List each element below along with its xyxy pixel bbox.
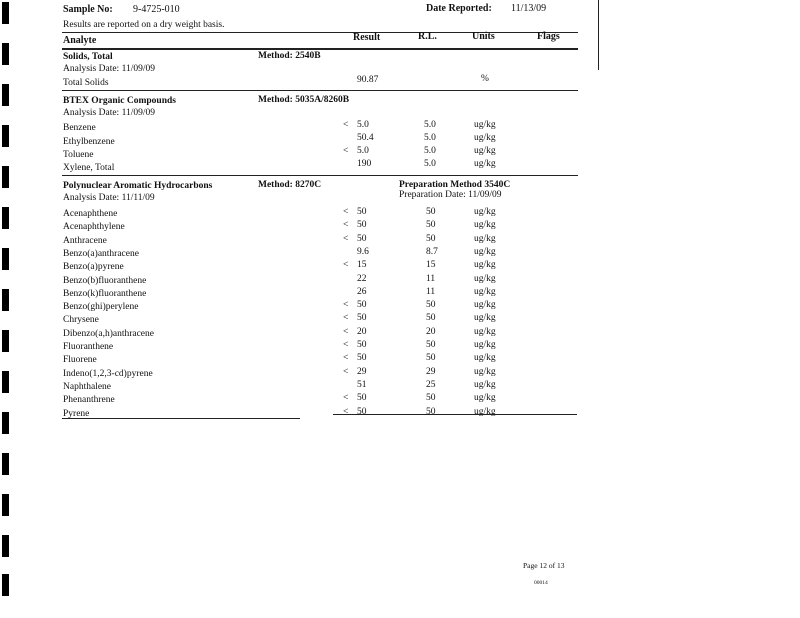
prep-method: Preparation Method 3540C xyxy=(399,180,511,190)
binder-mark xyxy=(2,207,9,229)
section-title: Polynuclear Aromatic Hydrocarbons xyxy=(63,181,213,191)
binder-mark xyxy=(2,2,9,24)
rl-value: 50 xyxy=(426,340,436,350)
qualifier: < xyxy=(343,393,349,403)
result-value: 15 xyxy=(357,260,367,270)
result-value: 22 xyxy=(357,274,367,284)
binder-mark xyxy=(2,84,9,106)
analyte-name: Acenaphthylene xyxy=(63,222,125,232)
units-value: ug/kg xyxy=(474,159,496,169)
analyte-name: Fluoranthene xyxy=(63,342,114,352)
result-value: 29 xyxy=(357,367,367,377)
page-number: Page 12 of 13 xyxy=(523,561,565,570)
analyte-name: Benzo(b)fluoranthene xyxy=(63,276,147,286)
binder-mark xyxy=(2,330,9,352)
analyte-name: Benzo(k)fluoranthene xyxy=(63,289,147,299)
sample-no-value: 9-4725-010 xyxy=(133,4,180,15)
units-value: % xyxy=(481,74,489,84)
result-value: 190 xyxy=(357,159,372,169)
section-title: Solids, Total xyxy=(63,52,113,62)
analyte-name: Ethylbenzene xyxy=(63,137,115,147)
result-value: 50 xyxy=(357,220,367,230)
result-value: 5.0 xyxy=(357,120,369,130)
units-value: ug/kg xyxy=(474,207,496,217)
col-analyte: Analyte xyxy=(63,35,97,46)
rl-value: 50 xyxy=(426,300,436,310)
analyte-name: Chrysene xyxy=(63,315,99,325)
binder-mark xyxy=(2,125,9,147)
binder-mark xyxy=(2,535,9,557)
prep-date: Preparation Date: 11/09/09 xyxy=(399,190,502,200)
analyte-name: Indeno(1,2,3-cd)pyrene xyxy=(63,369,153,379)
analyte-name: Benzo(a)anthracene xyxy=(63,249,139,259)
binder-mark xyxy=(2,371,9,393)
date-reported-label: Date Reported: xyxy=(426,3,492,14)
rl-value: 50 xyxy=(426,353,436,363)
analyte-name: Fluorene xyxy=(63,355,97,365)
rl-value: 20 xyxy=(426,327,436,337)
document-stamp: 00014 xyxy=(534,580,548,586)
units-value: ug/kg xyxy=(474,393,496,403)
result-value: 50 xyxy=(357,300,367,310)
header-top-rule xyxy=(62,32,578,33)
rl-value: 25 xyxy=(426,380,436,390)
units-value: ug/kg xyxy=(474,274,496,284)
units-value: ug/kg xyxy=(474,247,496,257)
result-value: 50 xyxy=(357,353,367,363)
analyte-name: Benzene xyxy=(63,123,96,133)
col-units: Units xyxy=(472,31,495,42)
units-value: ug/kg xyxy=(474,234,496,244)
rl-value: 50 xyxy=(426,313,436,323)
table-end-rule xyxy=(62,418,300,419)
units-value: ug/kg xyxy=(474,120,496,130)
result-value: 51 xyxy=(357,380,367,390)
section-method: Method: 2540B xyxy=(258,51,321,61)
section-title: BTEX Organic Compounds xyxy=(63,96,176,106)
analyte-name: Xylene, Total xyxy=(63,163,115,173)
result-value: 20 xyxy=(357,327,367,337)
result-value: 90.87 xyxy=(357,75,379,85)
analyte-name: Acenaphthene xyxy=(63,209,118,219)
rl-value: 5.0 xyxy=(424,133,436,143)
units-value: ug/kg xyxy=(474,340,496,350)
result-value: 26 xyxy=(357,287,367,297)
section-method: Method: 8270C xyxy=(258,180,322,190)
rl-value: 11 xyxy=(426,274,436,284)
rl-value: 50 xyxy=(426,220,436,230)
qualifier: < xyxy=(343,340,349,350)
section-rule xyxy=(62,90,578,91)
rl-value: 50 xyxy=(426,207,436,217)
table-end-rule xyxy=(333,414,577,415)
result-value: 5.0 xyxy=(357,146,369,156)
section-rule xyxy=(62,175,578,176)
analyte-name: Dibenzo(a,h)anthracene xyxy=(63,329,154,339)
units-value: ug/kg xyxy=(474,407,496,417)
col-rl: R.L. xyxy=(418,31,437,42)
units-value: ug/kg xyxy=(474,353,496,363)
analyte-name: Benzo(ghi)perylene xyxy=(63,302,139,312)
rl-value: 29 xyxy=(426,367,436,377)
binder-mark xyxy=(2,574,9,596)
header-bottom-rule xyxy=(62,48,578,50)
units-value: ug/kg xyxy=(474,300,496,310)
units-value: ug/kg xyxy=(474,133,496,143)
binder-mark xyxy=(2,494,9,516)
result-value: 9.6 xyxy=(357,247,369,257)
analyte-name: Total Solids xyxy=(63,78,109,88)
qualifier: < xyxy=(343,146,349,156)
col-result: Result xyxy=(353,32,381,43)
units-value: ug/kg xyxy=(474,327,496,337)
basis-note: Results are reported on a dry weight basis. xyxy=(63,20,225,30)
qualifier: < xyxy=(343,300,349,310)
binder-mark xyxy=(2,412,9,434)
rl-value: 5.0 xyxy=(424,146,436,156)
units-value: ug/kg xyxy=(474,380,496,390)
analyte-name: Naphthalene xyxy=(63,382,112,392)
qualifier: < xyxy=(343,234,349,244)
qualifier: < xyxy=(343,220,349,230)
result-value: 50.4 xyxy=(357,133,374,143)
rl-value: 15 xyxy=(426,260,436,270)
analyte-name: Pyrene xyxy=(63,409,90,419)
section-method: Method: 5035A/8260B xyxy=(258,95,350,105)
rl-value: 50 xyxy=(426,393,436,403)
analyte-name: Toluene xyxy=(63,150,94,160)
qualifier: < xyxy=(343,353,349,363)
analyte-name: Anthracene xyxy=(63,236,107,246)
qualifier: < xyxy=(343,313,349,323)
analysis-date: Analysis Date: 11/09/09 xyxy=(63,64,155,74)
binder-mark xyxy=(2,166,9,188)
analysis-date: Analysis Date: 11/09/09 xyxy=(63,108,155,118)
result-value: 50 xyxy=(357,234,367,244)
result-value: 50 xyxy=(357,393,367,403)
result-value: 50 xyxy=(357,407,367,417)
qualifier: < xyxy=(343,207,349,217)
binder-mark xyxy=(2,289,9,311)
rl-value: 11 xyxy=(426,287,436,297)
analysis-date: Analysis Date: 11/11/09 xyxy=(63,193,155,203)
qualifier: < xyxy=(343,260,349,270)
units-value: ug/kg xyxy=(474,313,496,323)
binder-mark xyxy=(2,453,9,475)
rl-value: 5.0 xyxy=(424,159,436,169)
units-value: ug/kg xyxy=(474,367,496,377)
qualifier: < xyxy=(343,327,349,337)
units-value: ug/kg xyxy=(474,146,496,156)
date-reported-value: 11/13/09 xyxy=(511,3,547,14)
units-value: ug/kg xyxy=(474,220,496,230)
qualifier: < xyxy=(343,367,349,377)
binder-mark xyxy=(2,43,9,65)
rl-value: 50 xyxy=(426,407,436,417)
units-value: ug/kg xyxy=(474,260,496,270)
col-flags: Flags xyxy=(537,31,560,42)
rl-value: 50 xyxy=(426,234,436,244)
analyte-name: Phenanthrene xyxy=(63,395,115,405)
result-value: 50 xyxy=(357,340,367,350)
result-value: 50 xyxy=(357,207,367,217)
qualifier: < xyxy=(343,120,349,130)
rl-value: 8.7 xyxy=(426,247,438,257)
sample-no-label: Sample No: xyxy=(63,4,113,15)
qualifier: < xyxy=(343,407,349,417)
scan-edge-line xyxy=(598,0,599,70)
binder-mark xyxy=(2,248,9,270)
analyte-name: Benzo(a)pyrene xyxy=(63,262,124,272)
result-value: 50 xyxy=(357,313,367,323)
rl-value: 5.0 xyxy=(424,120,436,130)
units-value: ug/kg xyxy=(474,287,496,297)
